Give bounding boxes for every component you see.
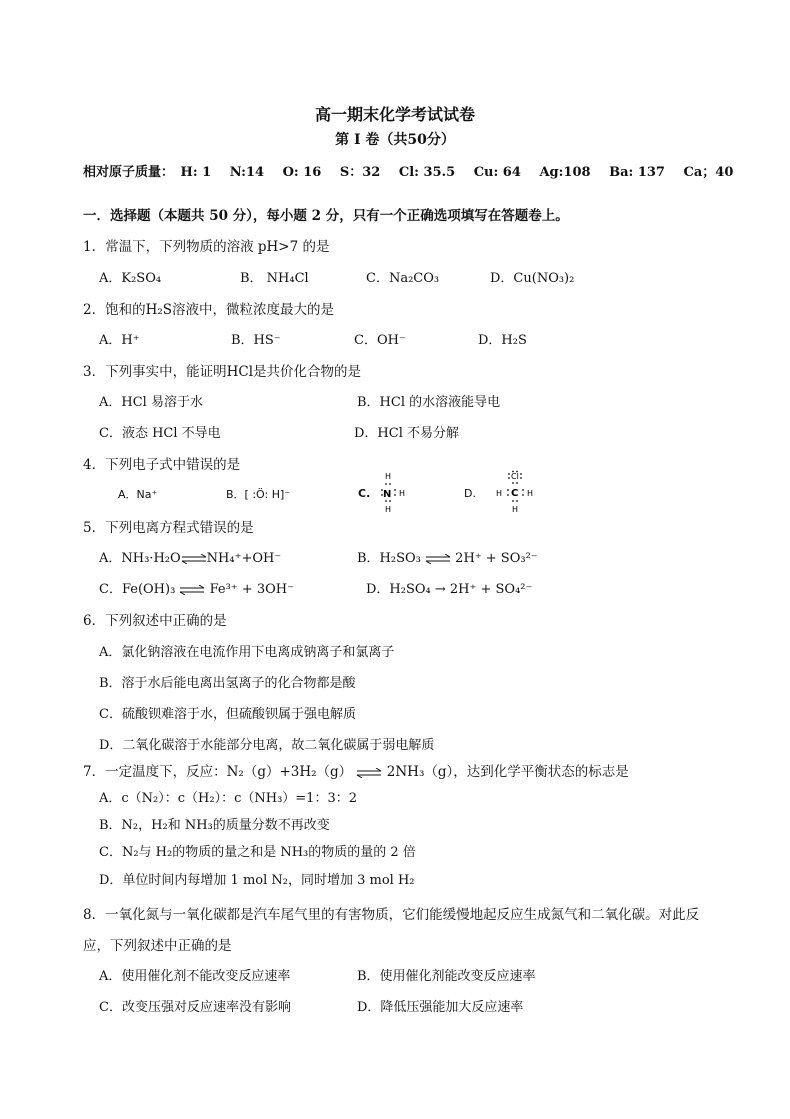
q7-stem-left: 7．一定温度下，反应：N₂（g）+3H₂（g）	[83, 764, 353, 780]
q7-option-d: D．单位时间内每增加 1 mol N₂，同时增加 3 mol H₂	[99, 873, 415, 888]
q6-stem: 6．下列叙述中正确的是	[83, 613, 227, 629]
q5-option-a	[99, 547, 281, 566]
q8-option-d: D．降低压强能加大反应速率	[357, 1000, 524, 1015]
q1-option-c: C．Na₂CO₃	[366, 271, 440, 286]
atomic-masses	[83, 161, 747, 180]
q7-option-c: C．N₂与 H₂的物质的量之和是 NH₃的物质的量的 2 倍	[99, 845, 416, 860]
q1-option-a: A．K₂SO₄	[99, 271, 162, 286]
q3-stem: 3．下列事实中，能证明HCl是共价化合物的是	[83, 364, 362, 380]
q6-option-c: C．硫酸钡难溶于水，但硫酸钡属于强电解质	[99, 707, 356, 722]
svg-text:C: C	[511, 488, 519, 499]
q8-stem-line1: 8．一氧化氮与一氧化碳都是汽车尾气里的有害物质，它们能缓慢地起反应生成氮气和二氧化碳。对此反	[83, 907, 700, 923]
mass-cl: Cl: 35.5	[398, 165, 456, 180]
equilibrium-arrow-icon	[179, 585, 205, 595]
q4-option-c-nh3-structure	[376, 470, 412, 514]
volume-subtitle: 第 I 卷（共50分）	[335, 132, 455, 148]
q2-option-b: B．HS⁻	[231, 333, 281, 348]
q4-option-c-label: C.	[358, 487, 371, 500]
equilibrium-arrow-icon	[181, 554, 207, 564]
q8-option-b: B．使用催化剂能改变反应速率	[357, 969, 536, 984]
mass-s: S：32	[339, 165, 381, 180]
q5-option-b	[357, 547, 538, 566]
mass-h: H: 1	[180, 165, 212, 180]
mass-ca: Ca；40	[683, 165, 734, 180]
exam-title: 高一期末化学考试试卷	[314, 105, 475, 124]
q5-b-left: B．H₂SO₃	[357, 551, 421, 566]
q3-option-b: B．HCl 的水溶液能导电	[357, 395, 501, 410]
q5-b-right: 2H⁺ + SO₃²⁻	[455, 551, 538, 566]
q3-option-c: C．液态 HCl 不导电	[99, 426, 221, 441]
q5-stem: 5．下列电离方程式错误的是	[83, 520, 254, 536]
section-heading: 一．选择题（本题共 50 分），每小题 2 分，只有一个正确选项填写在答题卷上。	[83, 208, 569, 224]
q2-option-d: D．H₂S	[478, 333, 527, 348]
q2-option-a: A．H⁺	[99, 333, 140, 348]
mass-n: N:14	[229, 165, 265, 180]
q8-option-c: C．改变压强对反应速率没有影响	[99, 1000, 291, 1015]
q5-c-right: Fe³⁺ + 3OH⁻	[209, 582, 294, 597]
svg-text:H: H	[399, 489, 406, 498]
q6-option-d: D．二氧化碳溶于水能部分电离，故二氧化碳属于弱电解质	[99, 738, 435, 753]
q4-option-d-label: D.	[464, 487, 476, 500]
svg-text:H: H	[385, 472, 392, 481]
q1-option-d: D．Cu(NO₃)₂	[490, 271, 575, 286]
q4-option-b: B．[ :Ö: H]⁻	[226, 488, 291, 501]
q6-option-b: B．溶于水后能电离出氢离子的化合物都是酸	[99, 676, 356, 691]
svg-text:H: H	[385, 505, 392, 514]
q3-option-a: A．HCl 易溶于水	[99, 395, 203, 410]
q6-option-a: A．氯化钠溶液在电流作用下电离成钠离子和氯离子	[99, 645, 395, 660]
q5-a-right: NH₄⁺+OH⁻	[206, 551, 282, 566]
mass-cu: Cu: 64	[473, 165, 521, 180]
mass-o: O: 16	[282, 165, 322, 180]
q7-stem	[83, 760, 629, 780]
svg-text:H: H	[496, 489, 503, 498]
svg-text:H: H	[512, 505, 519, 514]
q2-option-c: C．OH⁻	[354, 333, 406, 348]
q1-stem: 1．常温下，下列物质的溶液 pH>7 的是	[83, 239, 330, 255]
q5-c-left: C．Fe(OH)₃	[99, 582, 176, 597]
q7-option-b: B．N₂，H₂和 NH₃的质量分数不再改变	[99, 818, 330, 833]
q1-option-b: B． NH₄Cl	[240, 271, 309, 286]
q7-option-a: A．c（N₂）：c（H₂）：c（NH₃）=1：3：2	[99, 791, 357, 806]
q7-stem-right: 2NH₃（g），达到化学平衡状态的标志是	[386, 764, 629, 780]
q5-option-d: D．H₂SO₄ → 2H⁺ + SO₄²⁻	[366, 582, 533, 597]
equilibrium-arrow-icon	[356, 768, 382, 778]
q4-option-a: A．Na⁺	[118, 488, 158, 501]
equilibrium-arrow-icon	[425, 554, 451, 564]
mass-ag: Ag:108	[539, 165, 591, 180]
mass-ba: Ba: 137	[609, 165, 665, 180]
svg-text:N: N	[383, 489, 392, 500]
q3-option-d: D．HCl 不易分解	[354, 426, 459, 441]
q8-option-a: A．使用催化剂不能改变反应速率	[99, 969, 291, 984]
q5-option-c	[99, 578, 294, 597]
svg-text:Cl: Cl	[511, 472, 519, 481]
masses-label: 相对原子质量：	[83, 165, 175, 180]
q2-stem: 2．饱和的H₂S溶液中，微粒浓度最大的是	[83, 302, 335, 318]
q8-stem-line2: 应，下列叙述中正确的是	[83, 938, 232, 954]
q4-option-d-ch3cl-structure	[494, 470, 540, 514]
q4-stem: 4．下列电子式中错误的是	[83, 457, 241, 473]
svg-text:H: H	[527, 489, 534, 498]
q5-a-left: A．NH₃·H₂O	[99, 551, 181, 566]
